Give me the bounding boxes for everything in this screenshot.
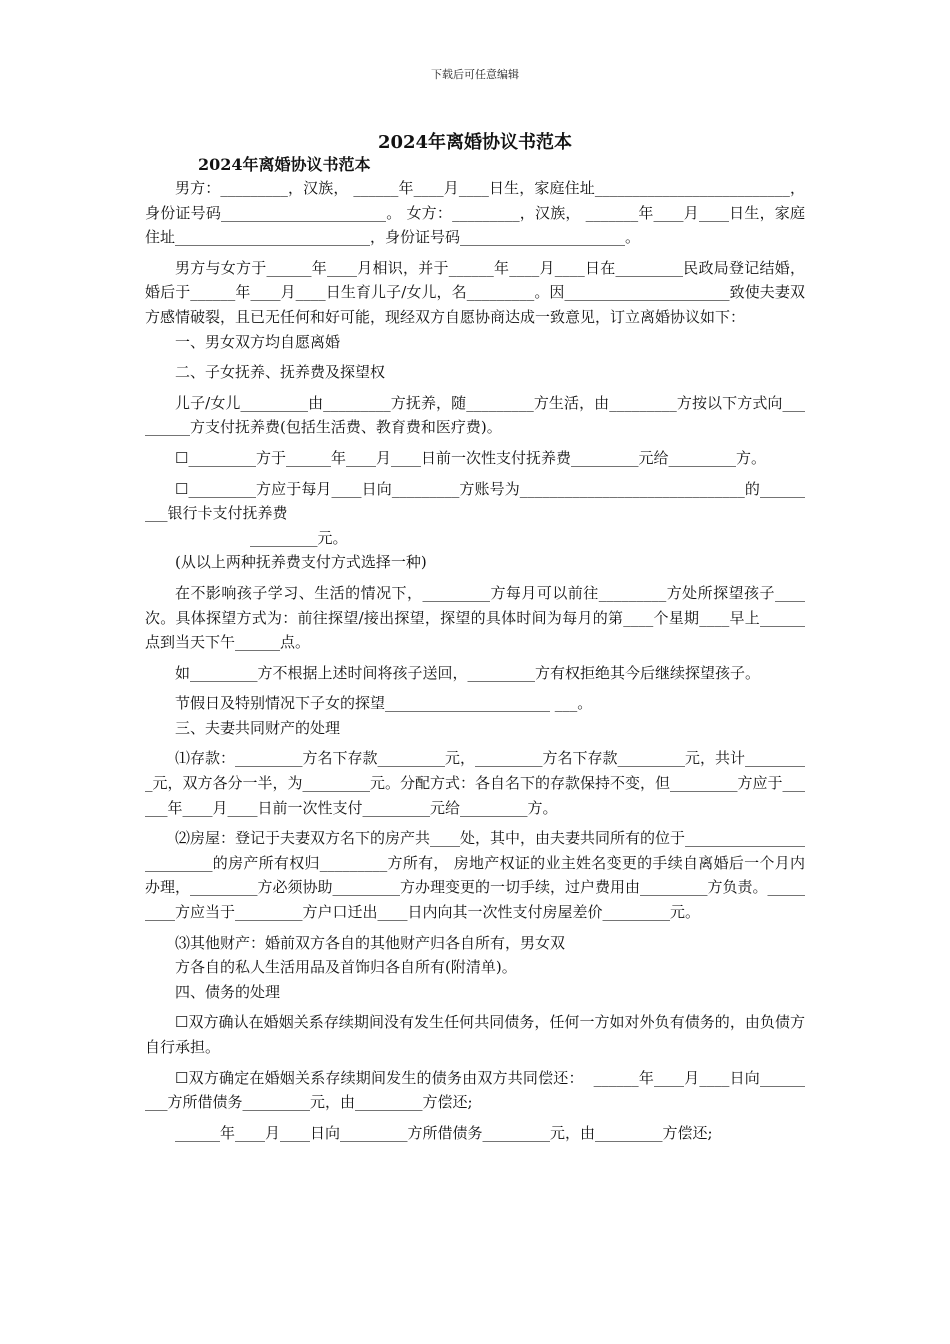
no-debt-option: ☐双方确认在婚姻关系存续期间没有发生任何共同债务，任何一方如对外负有债务的，由负债方自行承担。	[145, 1013, 805, 1056]
header-note: 下载后可任意编辑	[431, 68, 519, 81]
marriage-history-paragraph: 男方与女方于______年____月相识，并于______年____月____日在_________民政局登记结婚，婚后于______年____月____日生育儿子/女儿，名_________。因______________________致使夫妻双方感情破裂，且已无任何和好可能，现经双方自愿协商达成一致意见，订立离婚协议如下：	[145, 258, 805, 326]
monthly-payment-amount: _________元。	[250, 528, 348, 547]
section-heading-property: 三、夫妻共同财产的处理	[175, 718, 341, 737]
document-title: 2024年离婚协议书范本	[377, 132, 573, 153]
joint-debt-option: ☐双方确定在婚姻关系存续期间发生的债务由双方共同偿还： ______年____月____日向_________方所借债务_________元，由_________方偿还;	[145, 1068, 805, 1112]
visitation-refusal-paragraph: 如_________方不根据上述时间将孩子送回，_________方有权拒绝其今后继续探望孩子。	[175, 663, 761, 682]
holiday-visitation-paragraph: 节假日及特别情况下子女的探望______________________ ___。	[175, 694, 593, 713]
visitation-paragraph: 在不影响孩子学习、生活的情况下，_________方每月可以前往_________方处所探望孩子____次。具体探望方式为：前往探望/接出探望，探望的具体时间为每月的第____个星期____早上______点到当天下午______点。	[145, 583, 805, 652]
custody-paragraph: 儿子/女儿_________由_________方抚养，随_________方生活，由_________方按以下方式向_________方支付抚养费(包括生活费、教育费和医疗费)。	[145, 393, 805, 437]
party-info-paragraph: 男方：_________，汉族， ______年____月____日生，家庭住址__________________________，身份证号码______________________。 女方：_________，汉族， _______年____月____日生，家庭住址__________________________，身份证号码______________________。	[145, 179, 805, 247]
lump-sum-option: ☐_________方于______年____月____日前一次性支付抚养费_________元给_________方。	[175, 448, 766, 467]
monthly-payment-option: ☐_________方应于每月____日向_________方账号为______________________________的_________银行卡支付抚养费	[145, 479, 805, 523]
section-heading-debts: 四、债务的处理	[175, 982, 281, 1001]
joint-debt-line: ______年____月____日向_________方所借债务_________元，由_________方偿还;	[175, 1123, 713, 1142]
payment-choice-note: (从以上两种抚养费支付方式选择一种)	[175, 553, 427, 572]
section-heading-divorce: 一、男女双方均自愿离婚	[175, 332, 341, 351]
savings-paragraph: ⑴存款：_________方名下存款_________元，_________方名下存款_________元，共计_________元，双方各分一半，为_________元。分配方式：各自名下的存款保持不变，但_________方应于______年____月____日前一次性支付_________元给_________方。	[145, 749, 806, 817]
document-body	[145, 176, 805, 1145]
other-property-paragraph: ⑶其他财产：婚前双方各自的其他财产归各自所有，男女双	[175, 933, 566, 952]
document-subtitle: 2024年离婚协议书范本	[198, 155, 371, 174]
section-heading-custody: 二、子女抚养、抚养费及探望权	[175, 363, 386, 382]
housing-paragraph: ⑵房屋：登记于夫妻双方名下的房产共____处，其中，由夫妻共同所有的位于_________________________的房产所有权归_________方所有， 房地产权证的业主姓名变更的手续自离婚后一个月内办理，_________方必须协助_________方办理变更的一切手续，过户费用由_________方负责。_________方应当于_________方户口迁出____日内向其一次性支付房屋差价_________元。	[145, 829, 806, 922]
other-property-continuation: 方各自的私人生活用品及首饰归各自所有(附清单)。	[175, 958, 517, 977]
